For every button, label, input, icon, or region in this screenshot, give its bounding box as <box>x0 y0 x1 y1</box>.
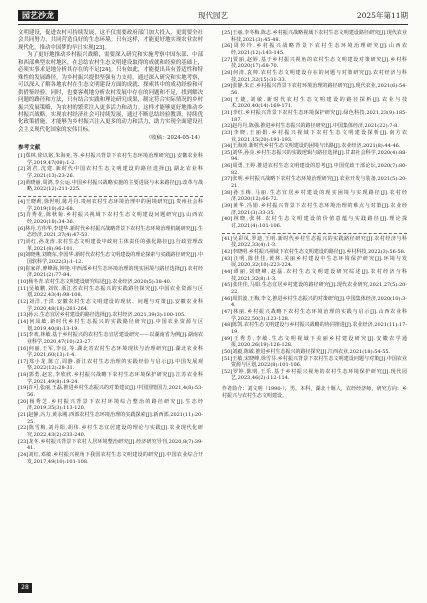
reference-item: [23]龙冬.乡村振兴背景下农村人居环境整治研究[J].经济研究导刊,2020,8(7):39-41. <box>18 438 203 452</box>
reference-item: [3]黄晓丽,周鸿,李公运.中国乡村振兴战略实施的主要进展与未来路径[J].改革与战略,2022(12):211-225. <box>18 179 203 193</box>
right-column <box>222 30 407 400</box>
reference-item: [4]王晓莉,徐世明,陈丹丹.贵州农村生态环境治理中的困境研究[J].贵州社会科学,2019(10):62-68. <box>18 199 203 212</box>
reference-item: [37]张明.乡村振兴战略下农村生态环境治理研究[J].农业开发与装备,2021(5):20-21. <box>222 176 407 190</box>
author-bio: 作者简介：刘文明（1990-），男，本科，湖北十堰人，农经经济师，研究方向：乡村振兴与农村生态文明建设。 <box>222 386 407 399</box>
reference-item: [18]郭勇,赵宏,李欣欣.乡村振兴战略下农村生态环境保护研究[J].江苏农业科学,2021,49(8):19-24. <box>18 372 203 385</box>
reference-item: [31]李红.乡村振兴背景下农村生态环境保护研究[J].绿色科技,2021,23(9):185-187. <box>222 109 407 123</box>
references-heading: 参考文献 <box>18 144 41 151</box>
reference-item: [27]贾丽,赵婷.基于乡村振兴视角的农村生态文明建设对策研究[J].乡村科技,2020(17):68-70. <box>222 56 407 70</box>
reference-item: [16]何丽,王军,李良,等.湖北省农村生态环境现状与治理研究[J].湖北农业科学,2021,60(13):1-4. <box>18 345 203 359</box>
reference-item: [47]林丽.乡村振兴战略下农村生态环境治理的实践与启示[J].山西农业科学,2022,50(3):123-128. <box>222 308 407 322</box>
reference-item: [11]吴敏鹏,刘钦.浙江省农村生态振兴的实践路径探究[J].中国农业资源与区划,2022,43(4):98-108. <box>18 285 203 299</box>
reference-item: [40]林晓,张林.农村生态文明建设的价值意蕴与实践路径[J].理论探讨,2021(4):101-106. <box>222 216 407 230</box>
issue-label: 2025年第11期 <box>356 11 408 20</box>
section-badge: 园艺沙龙 <box>18 10 58 21</box>
reference-item: [49]王秀芳,李敏.生态文明视域下美丽乡村建设研究[J].安徽农学通报,2020,26(19):126-128. <box>222 335 407 349</box>
reference-item: [42]李晓明.乡村振兴视域下农村生态文明建设的路径[J].乡村科技,2022(3):56-58. <box>222 249 406 255</box>
reference-item: [41]吴彩凤,罗迪,王明.新时代乡村生态振兴的实践路径研究[J].农村经济与科技,2022,33(4):1-3. <box>222 235 407 249</box>
reference-divider <box>18 196 203 197</box>
received-date: （收稿：2024-05-14） <box>145 135 203 142</box>
reference-item: [34]王海涛.新时代乡村生态文明建设的困境与出路[J].农业经济,2021(8):44-46. <box>222 143 401 150</box>
reference-item: [45]张佳佳,马娟.生态宜居乡村建设的路径研究[J].现代农业研究,2021,27(5):20-22. <box>222 282 407 295</box>
body-paragraph: 为了更好地推动乡村振兴战略，需要深入研究和实施考察中国东部、中部和西部典型农村地区，在总结农村生态文明建设取得的成就和经验的基础上，必须实事求是地分析其存在的不足[24]。只有如此，才能提出具有普适性和特殊性的发展路径，为乡村振兴提供坚强有力支持。通过深入研究和实地考察，可以深入了解各地农村在生态文明建设方面的成就、探索其中的成功经验和可供借鉴经验。同时，也要客观地分析农村发展中存在的问题和不足，找到解决问题的路径和方法，只有结合实践和理论研究成果，制定符合实际情况的乡村振兴发展策略，为农村的繁荣注入更多活力和动力。这样才能够更好地推动乡村振兴战略，实现农村经济社会可持续发展，通过不断总结经验教训，持续优化政策措施，才能够为乡村振兴注入更多的动力和活力，助力实现全面建设社会主义现代化国家的宏伟目标。 <box>18 52 203 133</box>
reference-item: [8]刘晓燕,刘晓东,李国华.新时代农村生态文明建设的理论探索与实践路径研究[J].中国软科学,2022(3):1-12. <box>18 252 203 265</box>
reference-item: [30]王婕,刘敏.新时代农村生态文明建设的路径探析[J].农业与技术,2020,40(14):169-171. <box>222 96 407 110</box>
reference-item: [29]张静,朱正.乡村振兴背景下农村环境治理的路径研究[J].现代农业,2021(6):54-56. <box>222 83 407 96</box>
reference-item: [22]陈雪梅,刘丹阳,胡伟.乡村生态宜居建设的理论与实践[J].农业现代化研究,2022,43(2):233-240. <box>18 425 203 439</box>
reference-item: [7]尚红,孙龙涛.农村生态文明建设中政府主体责任的强化路径[J].行政管理改革,2021(8):96-101. <box>18 239 203 252</box>
reference-divider <box>222 233 407 234</box>
reference-item: [20]杨秀芝.乡村振兴背景下农村环境综合整治的路径研究[J].生态经济,2019,35(3):113-120. <box>18 398 203 412</box>
body-paragraph: 文明建设，促进农村可持续发展，这不仅需要政府部门加大投入，更需要全社会共同努力，共同营造良好的生态环境。只有这样，才能更好地实现农业农村现代化，推动中国梦的早日实现[23]。 <box>18 30 203 51</box>
reference-item: [15]李欢,林敏.基于乡村振兴的农村生态宜居建设研究——以湖南省为例[J].湖南农业科学,2020,47(10):23-27. <box>18 332 203 345</box>
reference-item: [2]刘君,沈建.新时代中国农村生态文明建设的路径选择[J].湖北农业科学,2021(13):23-26. <box>18 166 203 180</box>
journal-title: 现代园艺 <box>198 11 228 20</box>
reference-list <box>18 199 203 465</box>
reference-item: [19]许可,张丽,王磊.推进乡村生态振兴的对策建议[J].中国国情国力,2021,4(8):53-56. <box>18 385 203 399</box>
header-rule <box>18 24 408 25</box>
page-header <box>18 10 408 22</box>
reference-item: [44]谭丽,刘晓峰,赵磊.农村生态文明建设研究综述[J].农村经济与科技,2021,32(8):1-3. <box>222 268 407 282</box>
page-number: 28 <box>18 583 32 593</box>
reference-item: [12]刘洋,于洪.安徽农村生态文明建设的现状、问题与对策[J].安徽农业科学,2020,48(18):261-264. <box>18 298 203 312</box>
reference-item: [21]赵静,冯力,黄永刚.西部农村生态环境治理的实践探索[J].新西部,2021(11):20-25. <box>18 412 203 425</box>
left-column <box>18 30 203 465</box>
reference-item: [13]孙云.生态宜居乡村建设的路径选择[J].农村经济,2021,39(3):100-105. <box>18 312 186 319</box>
reference-item: [10]杨冬青.农村生态文明建设研究综述[J].农业经济,2020(5):38-40. <box>18 278 172 285</box>
reference-item: [51]王敏,宋晓峰,徐雪芬.乡村振兴背景下农村生态文明建设问题与对策[J].中国农业资源与区划,2022(8):101-106. <box>222 355 407 369</box>
reference-item: [9]崔家祥,廖峰海,钟艳.中西部乡村生态环境治理的现实困境与路径选择[J].农村经济,2021(2):77-84. <box>18 265 203 279</box>
reference-list <box>18 153 203 193</box>
reference-item: [48]陈凯.农村生态文明建设与乡村振兴战略的协同推进[J].农业经济,2021(11):17-19. <box>222 322 407 335</box>
reference-item: [24]刘红,邓敏.乡村振兴视角下我国农村生态文明建设的研究[J].中国农业综合开发,2017,49(10):101-108. <box>18 452 203 465</box>
reference-item: [43]汪明,陈佳佳,黄林.美丽乡村建设中生态环境保护研究[J].环境与发展,2020,32(10):223-224. <box>222 255 407 269</box>
reference-item: [32]赵丹丹,陈强.推进乡村生态振兴的路径研究[J].中国集体经济,2021(22):7-8. <box>222 123 399 130</box>
reference-list <box>222 30 407 230</box>
reference-item: [52]罗婷,陈明,王乐.基于乡村振兴视角的农村生态环境保护研究[J].现代园艺,2023,46(2):112-114. <box>222 368 407 382</box>
reference-item: [1]郑林,徐以铭,朱海亚,等.乡村振兴背景下农村生态环境治理研究[J].安徽农业科学,2019,47(08):1-2. <box>18 153 203 166</box>
reference-list <box>222 236 407 382</box>
reference-item: [28]何清,袁帅.农村生态文明建设存在的问题与对策研究[J].农村经济与科技,2021,32(15):31-33. <box>222 69 407 83</box>
reference-item: [6]林丹,方伟华,李建华.新时代乡村振兴战略背景下农村生态环境治理机制研究[J].生态经济,2021,37(4):47-53. <box>18 225 203 239</box>
reference-item: [35]刘华,孙亮.乡村生态振兴的实践逻辑与路径选择[J].甘肃社会科学,2020(4):88-94. <box>222 149 407 163</box>
reference-item: [46]周洪波,王梅,李文.推进乡村生态振兴的对策研究[J].中国集体经济,2020(10):3-4. <box>222 295 407 309</box>
reference-item: [17]郑小龙,陈立,周静.浙江农村生态治理的实践经验与启示[J].中国发展观察,2022(12):28-31. <box>18 358 203 372</box>
reference-item: [38]孙玉梅,马丽.生态宜居乡村建设的现实困境与实现路径[J].农村经济,2020(12):66-72. <box>222 189 407 203</box>
reference-item: [39]黄华,冯娟.乡村振兴背景下农村生态环境治理的难点与对策[J].农业经济,2021(3):33-35. <box>222 203 407 216</box>
reference-item: [36]周勇,王婷.推进农村生态文明建设的思考[J].中国党政干部论坛,2020(7):80-82. <box>222 163 407 176</box>
reference-item: [25]王丽,李冬梅,陈志.乡村振兴战略视域下农村生态文明建设路径研究[J].现代农业科技,2021(3):45-48. <box>222 30 407 43</box>
reference-item: [5]肖秀花,陈秋菊.乡村振兴视域下农村生态文明建设问题研究[J].山西农经,2020(18):34-36. <box>18 212 203 226</box>
reference-item: [33]李晓,王丽娟.乡村振兴视域下农村生态文明建设探析[J].南方农业,2021,15(20):191-193. <box>222 129 407 143</box>
reference-item: [14]何凤敏.新时代乡村生态振兴的实践路径研究[J].中国农业资源与区划,2019,40(8):13-19. <box>18 318 203 332</box>
reference-item: [50]刘毅,陈敏.推进乡村生态振兴的路径探究[J].江西农业,2021(18):54-55. <box>222 348 391 355</box>
reference-item: [26]周传玲.乡村振兴战略背景下农村生态环境治理研究[J].山西农经,2021(12):143-145. <box>222 43 407 56</box>
